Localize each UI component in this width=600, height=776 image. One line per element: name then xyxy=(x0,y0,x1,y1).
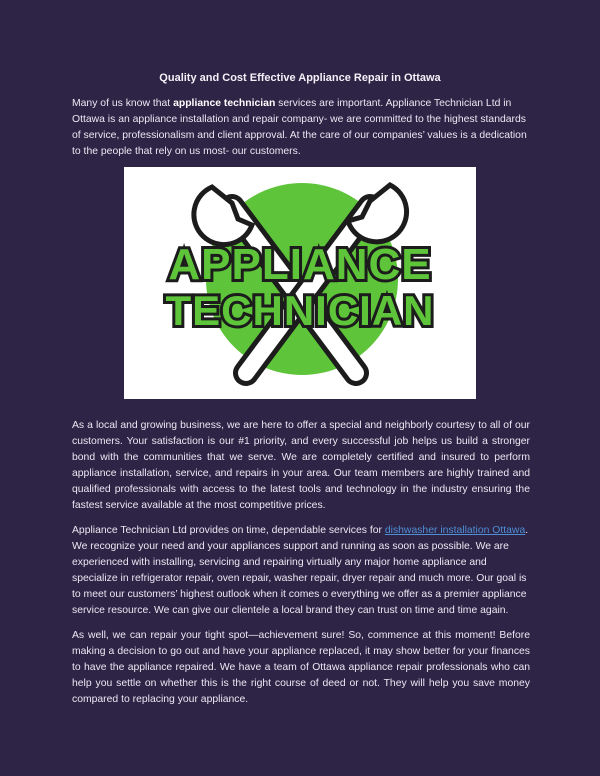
intro-text-start: Many of us know that xyxy=(72,98,174,109)
paragraph-local-business: As a local and growing business, we are here to offer a special and neighborly courtesy to all of our customers. Your satisfaction is our #1 priority, and every successful job helps us build a stronger bond with the communities that we serve. We are completely certified and insured to perform appliance installation, service, and repairs in your area. Our team members are highly trained and qualified professionals with access to the latest tools and technology in the industry ensuring the fastest service available at the most competitive prices. xyxy=(72,420,530,511)
intro-paragraph xyxy=(72,96,530,160)
services-text-start: Appliance Technician Ltd provides on time, dependable services for xyxy=(72,525,385,536)
intro-bold-term: appliance technician xyxy=(173,98,276,109)
dishwasher-installation-link[interactable]: dishwasher installation Ottawa xyxy=(384,525,526,536)
appliance-technician-logo xyxy=(124,167,476,399)
logo-line-1: APPLIANCE xyxy=(168,240,432,289)
paragraph-repair: As well, we can repair your tight spot—achievement sure! So, commence at this moment! Before making a decision to go out and have your appliance replaced, it may show better for your finances to have the appliance repaired. We have a team of Ottawa appliance repair professionals who can help you settle on whether this is the right course of deed or not. They will help you save money compared to replacing your appliance. xyxy=(72,630,530,705)
paragraph-services xyxy=(72,523,530,619)
services-text-end: . We recognize your need and your appliances support and running as soon as possible. We are experienced with installing, servicing and repairing virtually any major home appliance and specialize in refrigerator repair, oven repair, washer repair, dryer repair and much more. Our goal is to meet our customers’ highest outlook when it comes o everything we offer as a premier appliance service resource. We can give our clientele a local brand they can trust on time and time again. xyxy=(72,525,529,616)
logo-line-2: TECHNICIAN xyxy=(165,287,435,334)
logo-wordmark xyxy=(166,240,435,334)
page-title: Quality and Cost Effective Appliance Repair in Ottawa xyxy=(159,72,441,84)
logo-graphic xyxy=(124,167,476,399)
intro-text-end: services are important. Appliance Technician Ltd in Ottawa is an appliance installation and repair company- we are committed to the highest standards of service, professionalism and client approval. At the care of our companies’ values is a dedication to the people that rely on us most- our customers. xyxy=(72,98,527,157)
